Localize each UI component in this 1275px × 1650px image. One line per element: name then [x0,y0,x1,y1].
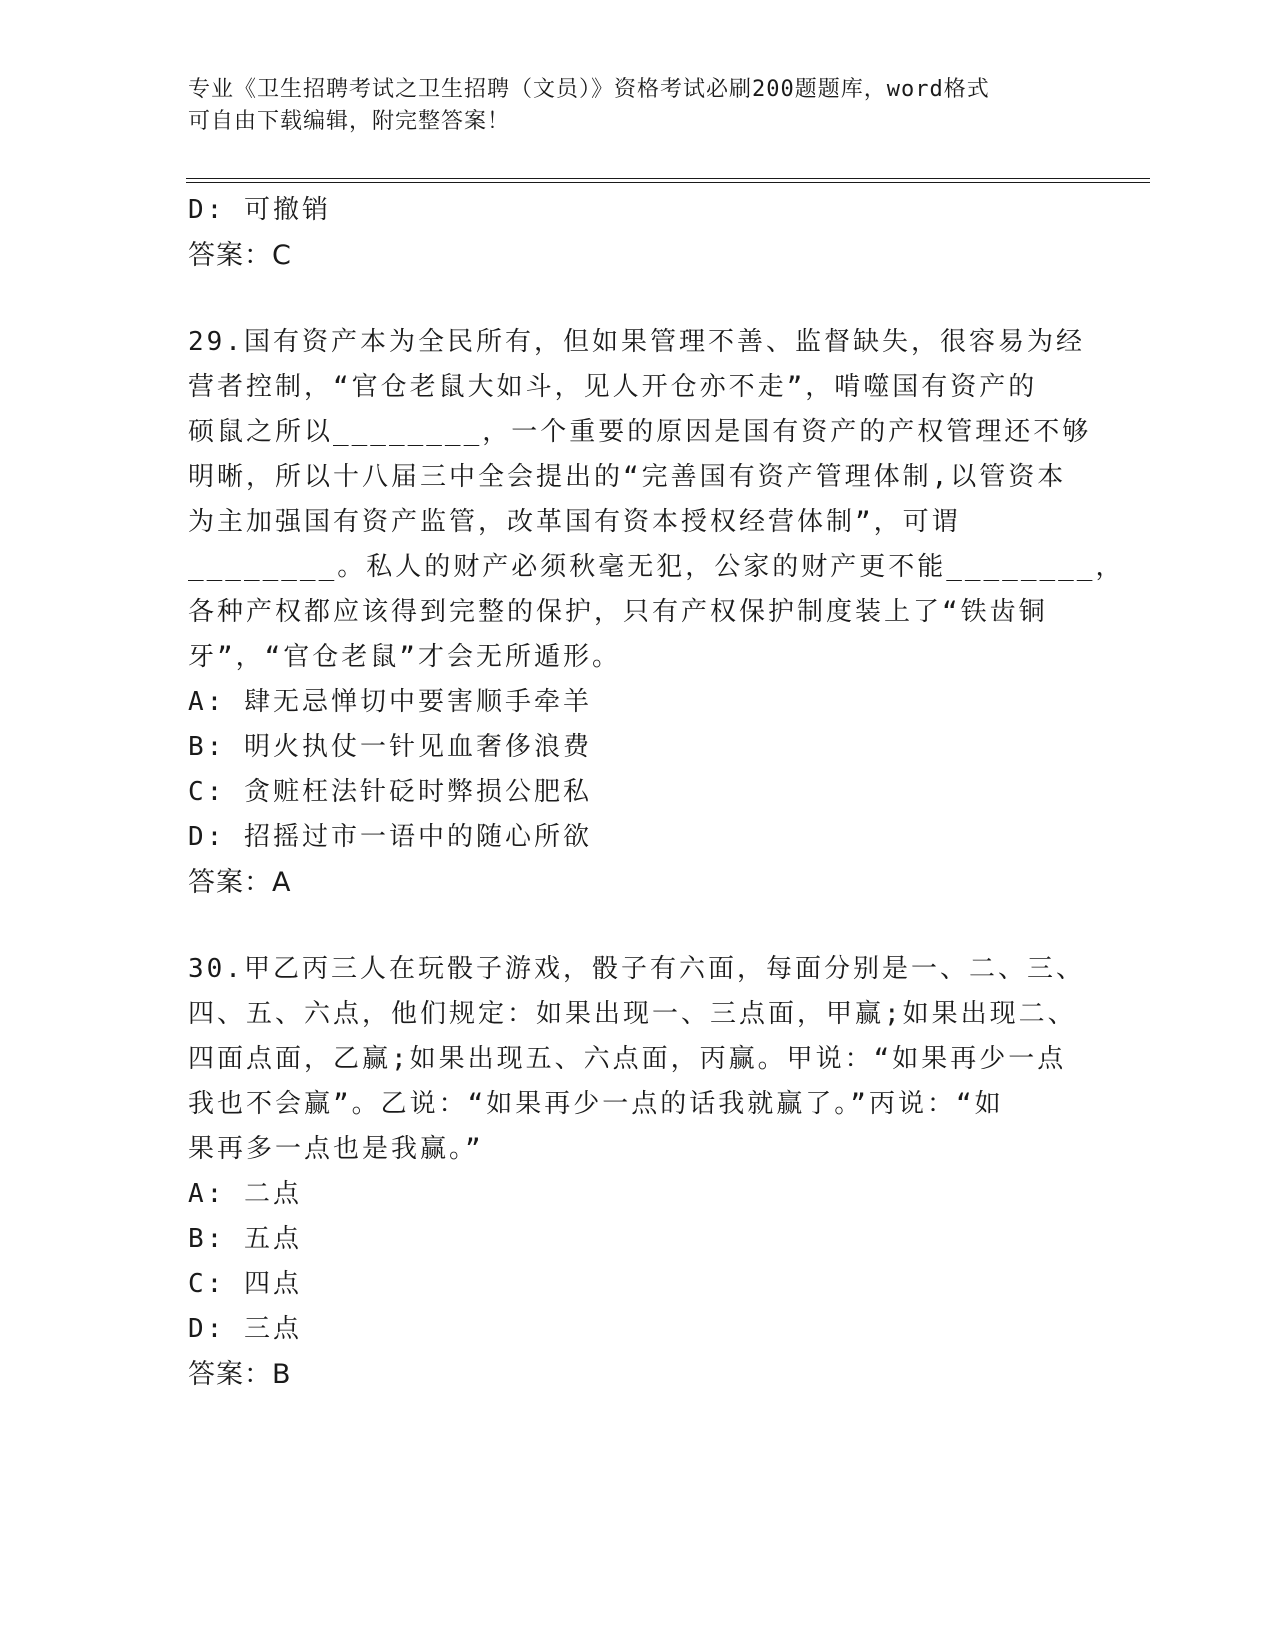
q29-option-d: D: 招摇过市一语中的随心所欲 [188,822,592,852]
document-header [188,74,1068,138]
q30-stem-line: 30.甲乙丙三人在玩骰子游戏，骰子有六面，每面分别是一、二、三、 [188,954,1085,984]
q29-stem-line: ________。私人的财产必须秋毫无犯，公家的财产更不能________， [188,552,1125,582]
header-rule-bottom [186,182,1150,183]
q29-answer: 答案：A [188,867,292,898]
header-line-1: 专业《卫生招聘考试之卫生招聘（文员）》资格考试必刷200题题库，word格式 [188,77,990,102]
q29-option-c: C: 贪赃枉法针砭时弊损公肥私 [188,777,592,807]
q30-stem-line: 四、五、六点，他们规定：如果出现一、三点面，甲赢;如果出现二、 [188,999,1077,1029]
q29-stem-line: 各种产权都应该得到完整的保护，只有产权保护制度装上了“铁齿铜 [188,597,1048,627]
q30-stem-line: 果再多一点也是我赢。” [188,1134,484,1164]
header-rule-top [186,178,1150,179]
question-29 [188,320,1125,905]
q30-option-b: B: 五点 [188,1224,302,1254]
q28-answer: 答案：C [188,240,292,271]
q29-stem-line: 明晰，所以十八届三中全会提出的“完善国有资产管理体制,以管资本 [188,462,1067,492]
document-body [188,188,1125,1397]
header-line-2: 可自由下载编辑，附完整答案！ [188,109,511,134]
q28-option-d: D: 可撤销 [188,195,331,225]
q30-option-c: C: 四点 [188,1269,302,1299]
question-30 [188,947,1088,1397]
q29-stem-line: 营者控制，“官仓老鼠大如斗，见人开仓亦不走”，啃噬国有资产的 [188,372,1038,402]
q30-stem-line: 我也不会赢”。乙说：“如果再少一点的话我就赢了。”丙说：“如 [188,1089,1004,1119]
q30-answer: 答案：B [188,1359,292,1390]
q29-stem-line: 牙”，“官仓老鼠”才会无所遁形。 [188,642,621,672]
q29-option-b: B: 明火执仗一针见血奢侈浪费 [188,732,592,762]
q29-stem-line: 硕鼠之所以________，一个重要的原因是国有资产的产权管理还不够 [188,417,1092,447]
q30-stem-line: 四面点面，乙赢;如果出现五、六点面，丙赢。甲说：“如果再少一点 [188,1044,1067,1074]
q29-stem-line: 为主加强国有资产监管，改革国有资本授权经营体制”，可谓 [188,507,961,537]
q29-option-a: A: 肆无忌惮切中要害顺手牵羊 [188,687,592,717]
q29-stem-line: 29.国有资产本为全民所有，但如果管理不善、监督缺失，很容易为经 [188,327,1085,357]
q30-option-d: D: 三点 [188,1314,302,1344]
section-gap [188,278,1088,320]
section-gap [188,905,1088,947]
q30-option-a: A: 二点 [188,1179,302,1209]
